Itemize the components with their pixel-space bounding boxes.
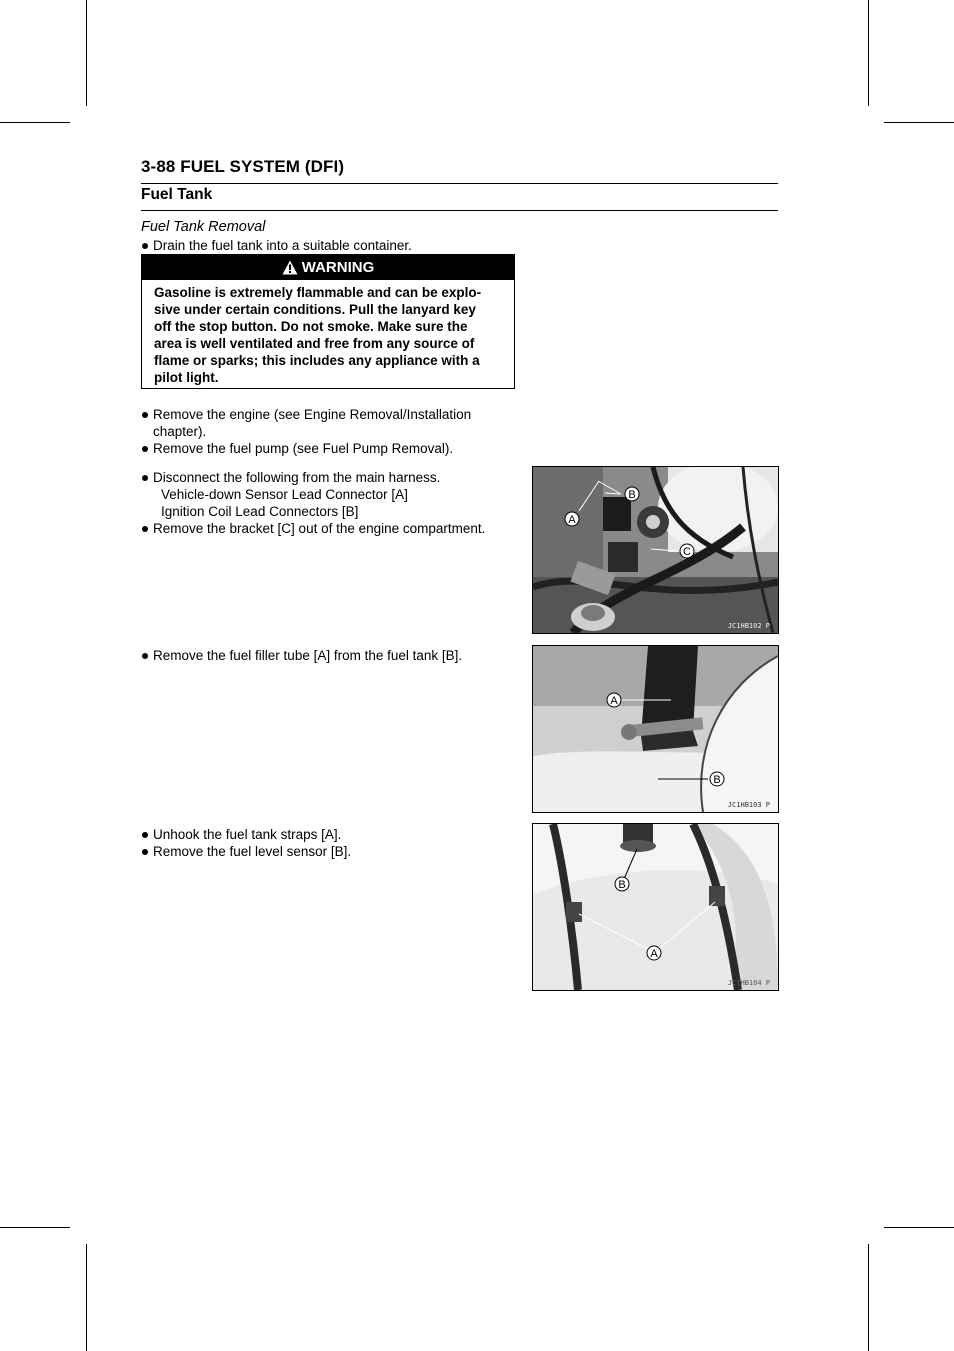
list-item [141, 826, 514, 843]
list-item [141, 440, 514, 457]
step-text: Remove the bracket [C] out of the engine compartment. [153, 521, 486, 536]
figure-code: JC1HB104 P [727, 979, 770, 987]
bullet-dot-icon [142, 526, 148, 532]
list-item [141, 843, 514, 860]
crop-mark [0, 1227, 70, 1228]
figure-code: JC1HB102 P [727, 622, 770, 630]
bullet-dot-icon [142, 446, 148, 452]
callout-label: A [568, 514, 576, 526]
photo-filler-tube [532, 645, 779, 813]
step-text: Drain the fuel tank into a suitable container. [153, 238, 412, 253]
callout-label: A [650, 948, 658, 960]
crop-mark [868, 1244, 869, 1351]
crop-mark [868, 0, 869, 106]
list-item [141, 406, 514, 440]
crop-mark [86, 1244, 87, 1351]
step-text: Unhook the fuel tank straps [A]. [153, 827, 342, 842]
figure-code: JC1HB103 P [727, 801, 770, 809]
step-text: Disconnect the following from the main harness. [153, 470, 441, 485]
warning-line: off the stop button. Do not smoke. Make sure the [154, 319, 468, 334]
warning-line: flame or sparks; this includes any appliance with a [154, 353, 480, 368]
crop-mark [86, 0, 87, 106]
warning-text [142, 280, 514, 386]
bullet-dot-icon [142, 849, 148, 855]
list-item [141, 237, 514, 254]
step-text: Remove the fuel filler tube [A] from the fuel tank [B]. [153, 648, 463, 663]
page-title: 3-88 FUEL SYSTEM (DFI) [141, 157, 345, 176]
list-item [141, 647, 514, 664]
photo-tank-straps [532, 823, 779, 991]
bullet-dot-icon [142, 243, 148, 249]
bullet-dot-icon [142, 412, 148, 418]
crop-mark [0, 122, 70, 123]
warning-line: area is well ventilated and free from any source of [154, 336, 475, 351]
crop-mark [884, 122, 954, 123]
warning-triangle-icon [282, 260, 298, 275]
bullet-dot-icon [142, 475, 148, 481]
section-rule [141, 210, 778, 211]
callout-label: B [618, 879, 626, 891]
bullet-dot-icon [142, 653, 148, 659]
warning-line: Gasoline is extremely flammable and can be explo- [154, 285, 482, 300]
crop-mark [884, 1227, 954, 1228]
callout-label: B [713, 774, 721, 786]
warning-line: sive under certain conditions. Pull the lanyard key [154, 302, 476, 317]
bullet-dot-icon [142, 832, 148, 838]
step-text: chapter). [153, 424, 207, 439]
callout-label: A [610, 695, 618, 707]
step-text: Remove the fuel pump (see Fuel Pump Removal). [153, 441, 454, 456]
sub-item: Vehicle-down Sensor Lead Connector [A] [161, 487, 408, 502]
step-list-filler [141, 647, 514, 664]
section-title: Fuel Tank [141, 186, 213, 203]
photo-harness-connectors [532, 466, 779, 634]
sub-item: Ignition Coil Lead Connectors [B] [161, 504, 359, 519]
subsection-title: Fuel Tank Removal [141, 219, 266, 235]
header-rule [141, 183, 778, 184]
step-list-harness [141, 469, 514, 537]
warning-box [141, 254, 515, 389]
list-item [141, 520, 514, 537]
callout-label: B [628, 489, 636, 501]
step-list-engine [141, 406, 514, 457]
warning-line: pilot light. [154, 370, 219, 385]
list-item [141, 469, 514, 520]
callout-label: C [683, 546, 691, 558]
step-list-drain [141, 237, 514, 254]
warning-label: WARNING [301, 259, 375, 276]
step-text: Remove the engine (see Engine Removal/Installation [153, 407, 472, 422]
step-list-straps [141, 826, 514, 860]
step-text: Remove the fuel level sensor [B]. [153, 844, 352, 859]
warning-header [142, 255, 514, 280]
